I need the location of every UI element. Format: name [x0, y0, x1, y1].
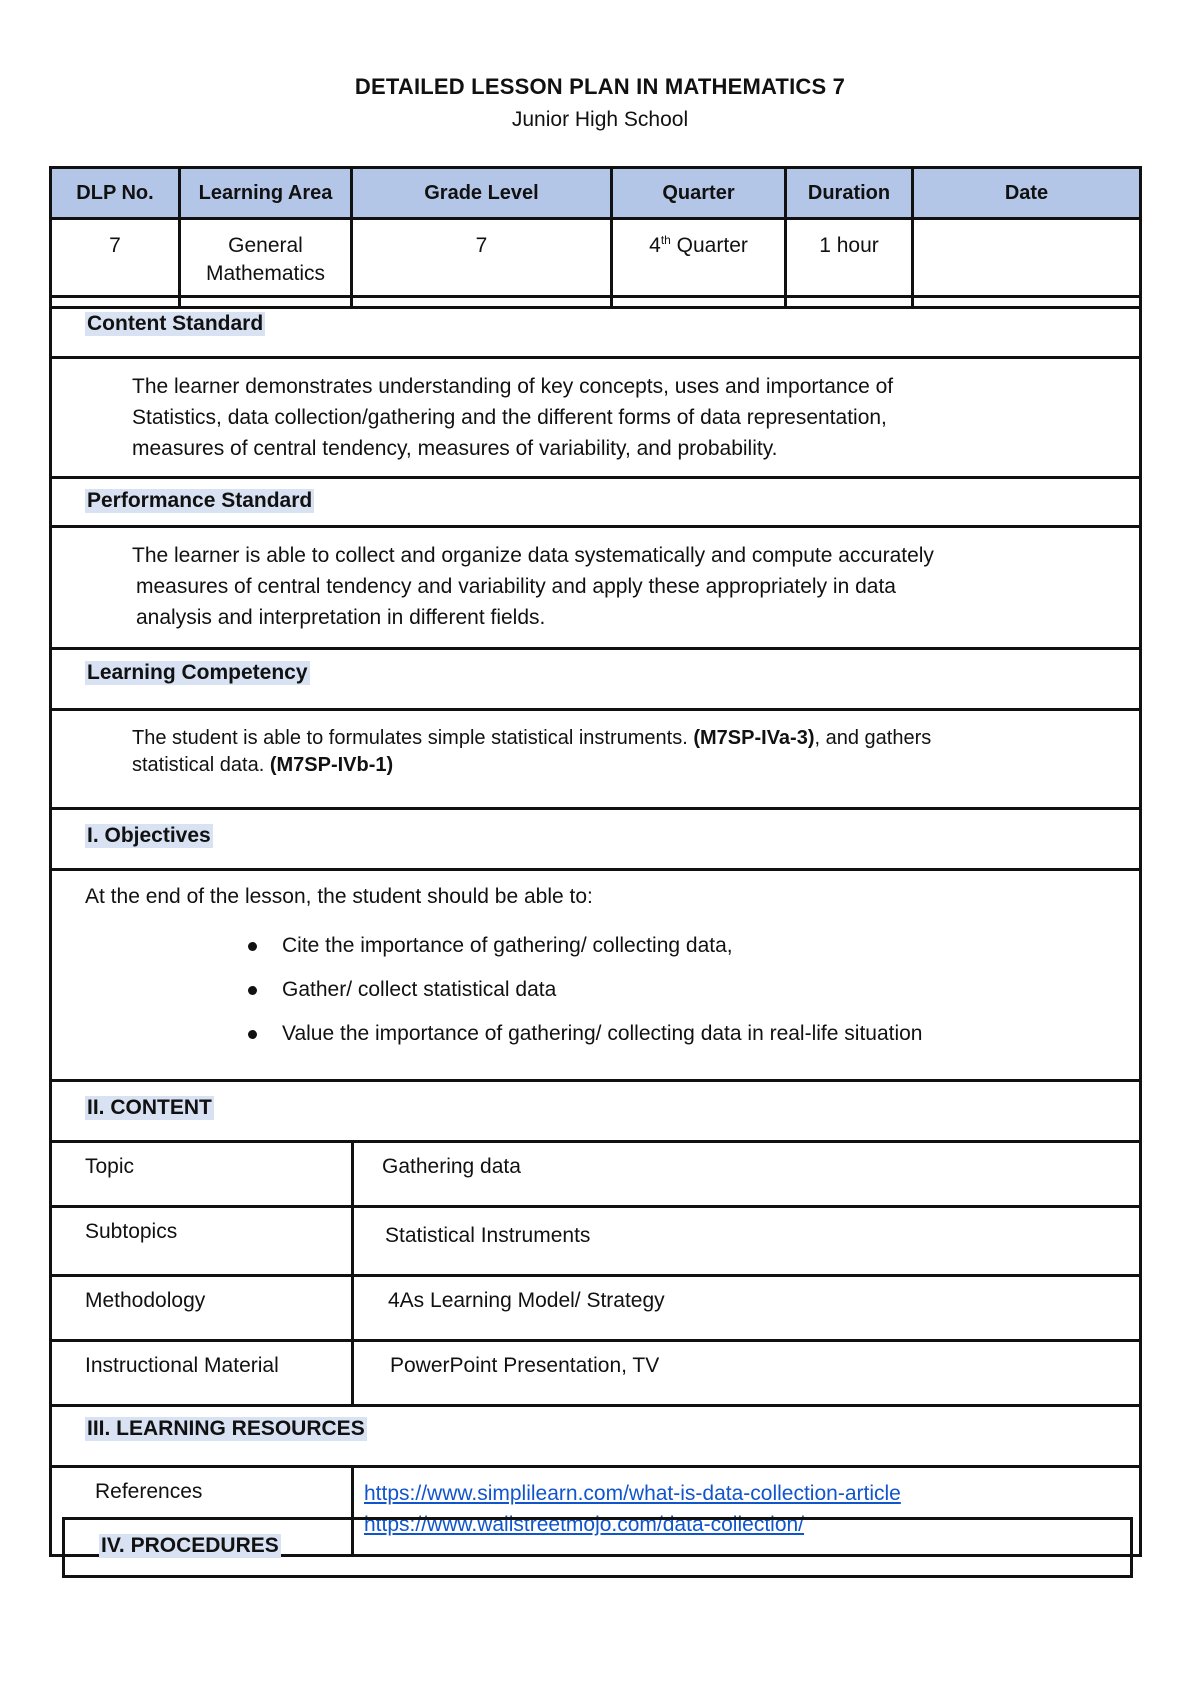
content-label: Methodology	[51, 1276, 353, 1341]
procedures-heading: IV. PROCEDURES	[101, 1534, 279, 1557]
bullet-icon	[248, 1030, 257, 1039]
objective-item	[248, 977, 1139, 1002]
performance-standard-text	[51, 527, 1141, 649]
objective-item	[248, 1021, 1139, 1046]
learning-competency-heading: Learning Competency	[87, 661, 308, 684]
objectives-heading: I. Objectives	[87, 824, 211, 847]
header-dlp-no: DLP No.	[51, 168, 180, 219]
objective-text: Gather/ collect statistical data	[282, 978, 557, 1001]
content-label: Subtopics	[51, 1207, 353, 1276]
value-grade-level: 7	[352, 219, 612, 308]
content-heading: II. CONTENT	[87, 1096, 212, 1119]
quarter-word: Quarter	[676, 234, 748, 257]
performance-standard-body-row	[51, 527, 1141, 649]
content-standard-heading: Content Standard	[87, 312, 264, 335]
header-duration: Duration	[786, 168, 913, 219]
content-label: Instructional Material	[51, 1341, 353, 1406]
objectives-title-row	[51, 809, 1141, 870]
quarter-number: 4	[649, 234, 661, 257]
competency-text: , and gathers	[814, 727, 932, 749]
references-label: References	[51, 1467, 353, 1556]
content-value: Gathering data	[353, 1142, 1141, 1207]
performance-standard-line: The learner is able to collect and organize data systematically and compute accurately	[132, 544, 934, 567]
performance-standard-title-row	[51, 478, 1141, 527]
learning-competency-text	[51, 710, 1141, 809]
header-date: Date	[913, 168, 1141, 219]
content-standard-line: Statistics, data collection/gathering and the different forms of data representation,	[132, 406, 887, 429]
learning-resources-title-row	[51, 1406, 1141, 1467]
value-dlp-no: 7	[51, 219, 180, 308]
content-standard-line: The learner demonstrates understanding of key concepts, uses and importance of	[132, 375, 894, 398]
content-row-topic	[51, 1142, 1141, 1207]
performance-standard-line: measures of central tendency and variability and apply these appropriately in data	[136, 575, 896, 598]
reference-link[interactable]: https://www.wallstreetmojo.com/data-collection/	[364, 1513, 805, 1536]
objective-item	[248, 933, 1139, 958]
competency-text: statistical data.	[132, 754, 270, 776]
competency-code: (M7SP-IVa-3)	[693, 727, 815, 749]
content-standard-text	[51, 358, 1141, 478]
learning-competency-body-row	[51, 710, 1141, 809]
quarter-suffix: th	[660, 233, 671, 247]
competency-text: The student is able to formulates simple statistical instruments.	[132, 727, 694, 749]
performance-standard-line: analysis and interpretation in different fields.	[136, 606, 546, 629]
objectives-body-row	[51, 870, 1141, 1081]
header-learning-area: Learning Area	[180, 168, 352, 219]
lesson-plan-body-table	[49, 295, 1142, 1557]
objectives-intro: At the end of the lesson, the student should be able to:	[85, 885, 593, 908]
learning-competency-line	[132, 725, 1109, 752]
lesson-info-table	[49, 166, 1142, 309]
learning-competency-line	[132, 752, 1109, 779]
learning-area-line2: Mathematics	[205, 262, 326, 285]
page-title: DETAILED LESSON PLAN IN MATHEMATICS 7	[354, 74, 846, 99]
content-title-row	[51, 1081, 1141, 1142]
content-standard-title-row	[51, 297, 1141, 358]
lesson-info-header-row	[51, 168, 1141, 219]
objective-text: Cite the importance of gathering/ collecting data,	[282, 934, 733, 957]
reference-link[interactable]: https://www.simplilearn.com/what-is-data-collection-article	[364, 1482, 901, 1505]
performance-standard-heading: Performance Standard	[87, 489, 313, 512]
content-standard-body-row	[51, 358, 1141, 478]
content-value: Statistical Instruments	[353, 1207, 1141, 1276]
procedures-section	[62, 1517, 1133, 1578]
content-standard-line: measures of central tendency, measures of variability, and probability.	[132, 437, 778, 460]
objectives-body	[51, 870, 1141, 1081]
header-grade-level: Grade Level	[352, 168, 612, 219]
competency-code: (M7SP-IVb-1)	[269, 754, 394, 776]
header-quarter: Quarter	[612, 168, 786, 219]
learning-resources-heading: III. LEARNING RESOURCES	[87, 1417, 365, 1440]
bullet-icon	[248, 986, 257, 995]
bullet-icon	[248, 942, 257, 951]
objective-text: Value the importance of gathering/ collecting data in real-life situation	[282, 1022, 923, 1045]
content-row-instructional-material	[51, 1341, 1141, 1406]
content-value: PowerPoint Presentation, TV	[353, 1341, 1141, 1406]
content-row-methodology	[51, 1276, 1141, 1341]
learning-competency-title-row	[51, 649, 1141, 710]
objectives-list	[52, 933, 1139, 1046]
content-label: Topic	[51, 1142, 353, 1207]
page-subtitle: Junior High School	[511, 108, 689, 131]
learning-area-line1: General	[228, 234, 303, 257]
content-value: 4As Learning Model/ Strategy	[353, 1276, 1141, 1341]
value-duration: 1 hour	[786, 219, 913, 308]
content-row-subtopics	[51, 1207, 1141, 1276]
